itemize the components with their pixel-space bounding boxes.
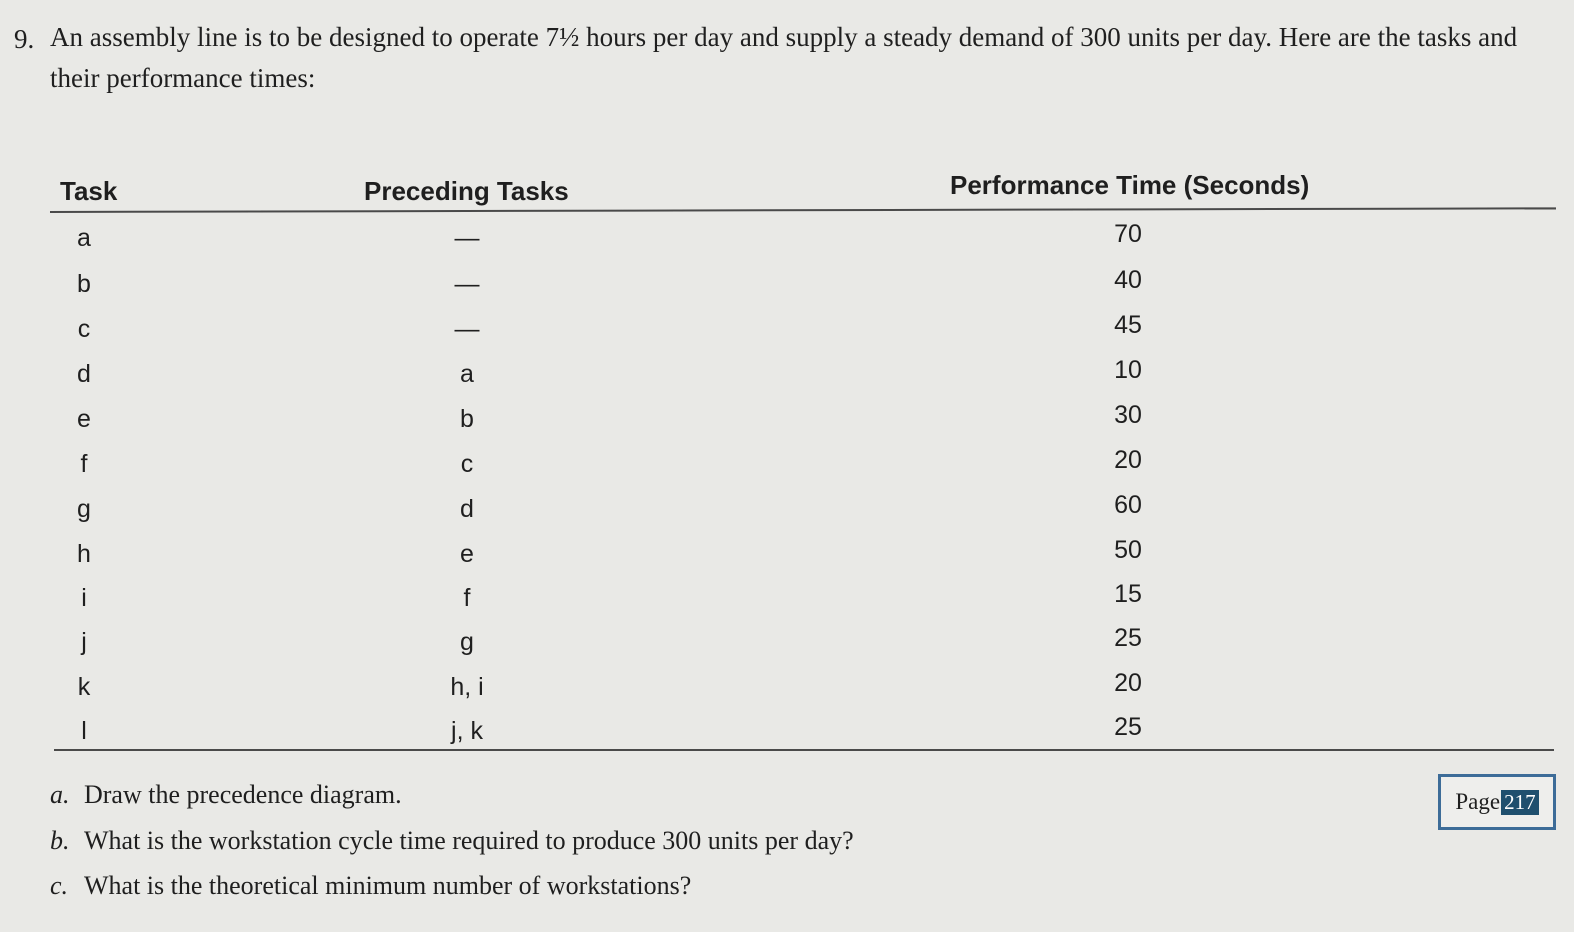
- table-cell-preceding: a: [460, 360, 474, 388]
- table-cell-task: j: [81, 628, 87, 656]
- column-header-task: Task: [60, 176, 118, 206]
- table-cell-time: 50: [1114, 536, 1142, 564]
- problem-number: 9.: [14, 24, 35, 54]
- table-cell-preceding: e: [460, 540, 474, 568]
- column-header-performance-time: Performance Time (Seconds): [950, 170, 1310, 200]
- table-cell-task: l: [81, 717, 87, 745]
- table-cell-preceding: h, i: [450, 673, 484, 701]
- question-b: [50, 826, 854, 856]
- question-letter: a.: [50, 780, 70, 809]
- column-header-preceding-tasks: Preceding Tasks: [364, 176, 569, 206]
- table-cell-task: f: [80, 450, 88, 478]
- table-cell-preceding: —: [454, 270, 480, 298]
- table-cell-preceding: c: [460, 450, 474, 478]
- table-header-rule: [50, 207, 1556, 213]
- table-cell-time: 25: [1114, 624, 1142, 652]
- table-cell-time: 10: [1114, 356, 1142, 384]
- question-text: What is the workstation cycle time required to produce 300 units per day?: [84, 826, 854, 855]
- table-cell-task: c: [77, 315, 91, 343]
- table-cell-task: d: [77, 360, 91, 388]
- problem-intro-line-1: An assembly line is to be designed to operate 7½ hours per day and supply a steady demand of 300 units per day. Here are the tasks and: [50, 22, 1518, 52]
- question-c: [50, 871, 691, 901]
- question-text: Draw the precedence diagram.: [84, 780, 402, 809]
- page-label: Page: [1455, 789, 1501, 814]
- table-cell-preceding: d: [460, 495, 474, 523]
- table-cell-time: 25: [1114, 713, 1142, 741]
- page-number-marker: [1438, 774, 1556, 830]
- question-text: What is the theoretical minimum number of workstations?: [84, 871, 692, 900]
- table-cell-preceding: —: [454, 315, 480, 343]
- problem-intro-line-2: their performance times:: [50, 63, 316, 93]
- table-cell-time: 20: [1114, 446, 1142, 474]
- question-a: [50, 780, 402, 810]
- table-cell-time: 70: [1114, 220, 1142, 248]
- table-cell-preceding: b: [460, 405, 474, 433]
- table-cell-time: 15: [1114, 580, 1142, 608]
- table-cell-task: k: [77, 673, 91, 701]
- table-cell-time: 60: [1114, 491, 1142, 519]
- table-cell-preceding: f: [463, 584, 471, 612]
- question-letter: b.: [50, 826, 70, 855]
- table-cell-task: a: [77, 224, 91, 252]
- question-letter: c.: [50, 871, 69, 900]
- table-cell-time: 30: [1114, 401, 1142, 429]
- page-number: 217: [1501, 790, 1539, 815]
- table-cell-task: h: [77, 540, 91, 568]
- table-cell-preceding: j, k: [451, 717, 483, 745]
- table-cell-task: e: [77, 405, 91, 433]
- table-cell-time: 40: [1114, 266, 1142, 294]
- table-cell-preceding: —: [454, 224, 480, 252]
- table-cell-time: 45: [1114, 311, 1142, 339]
- table-cell-time: 20: [1114, 669, 1142, 697]
- table-cell-task: b: [77, 270, 91, 298]
- table-bottom-rule: [54, 749, 1554, 751]
- table-cell-preceding: g: [460, 628, 474, 656]
- table-cell-task: g: [77, 495, 91, 523]
- table-cell-task: i: [81, 584, 87, 612]
